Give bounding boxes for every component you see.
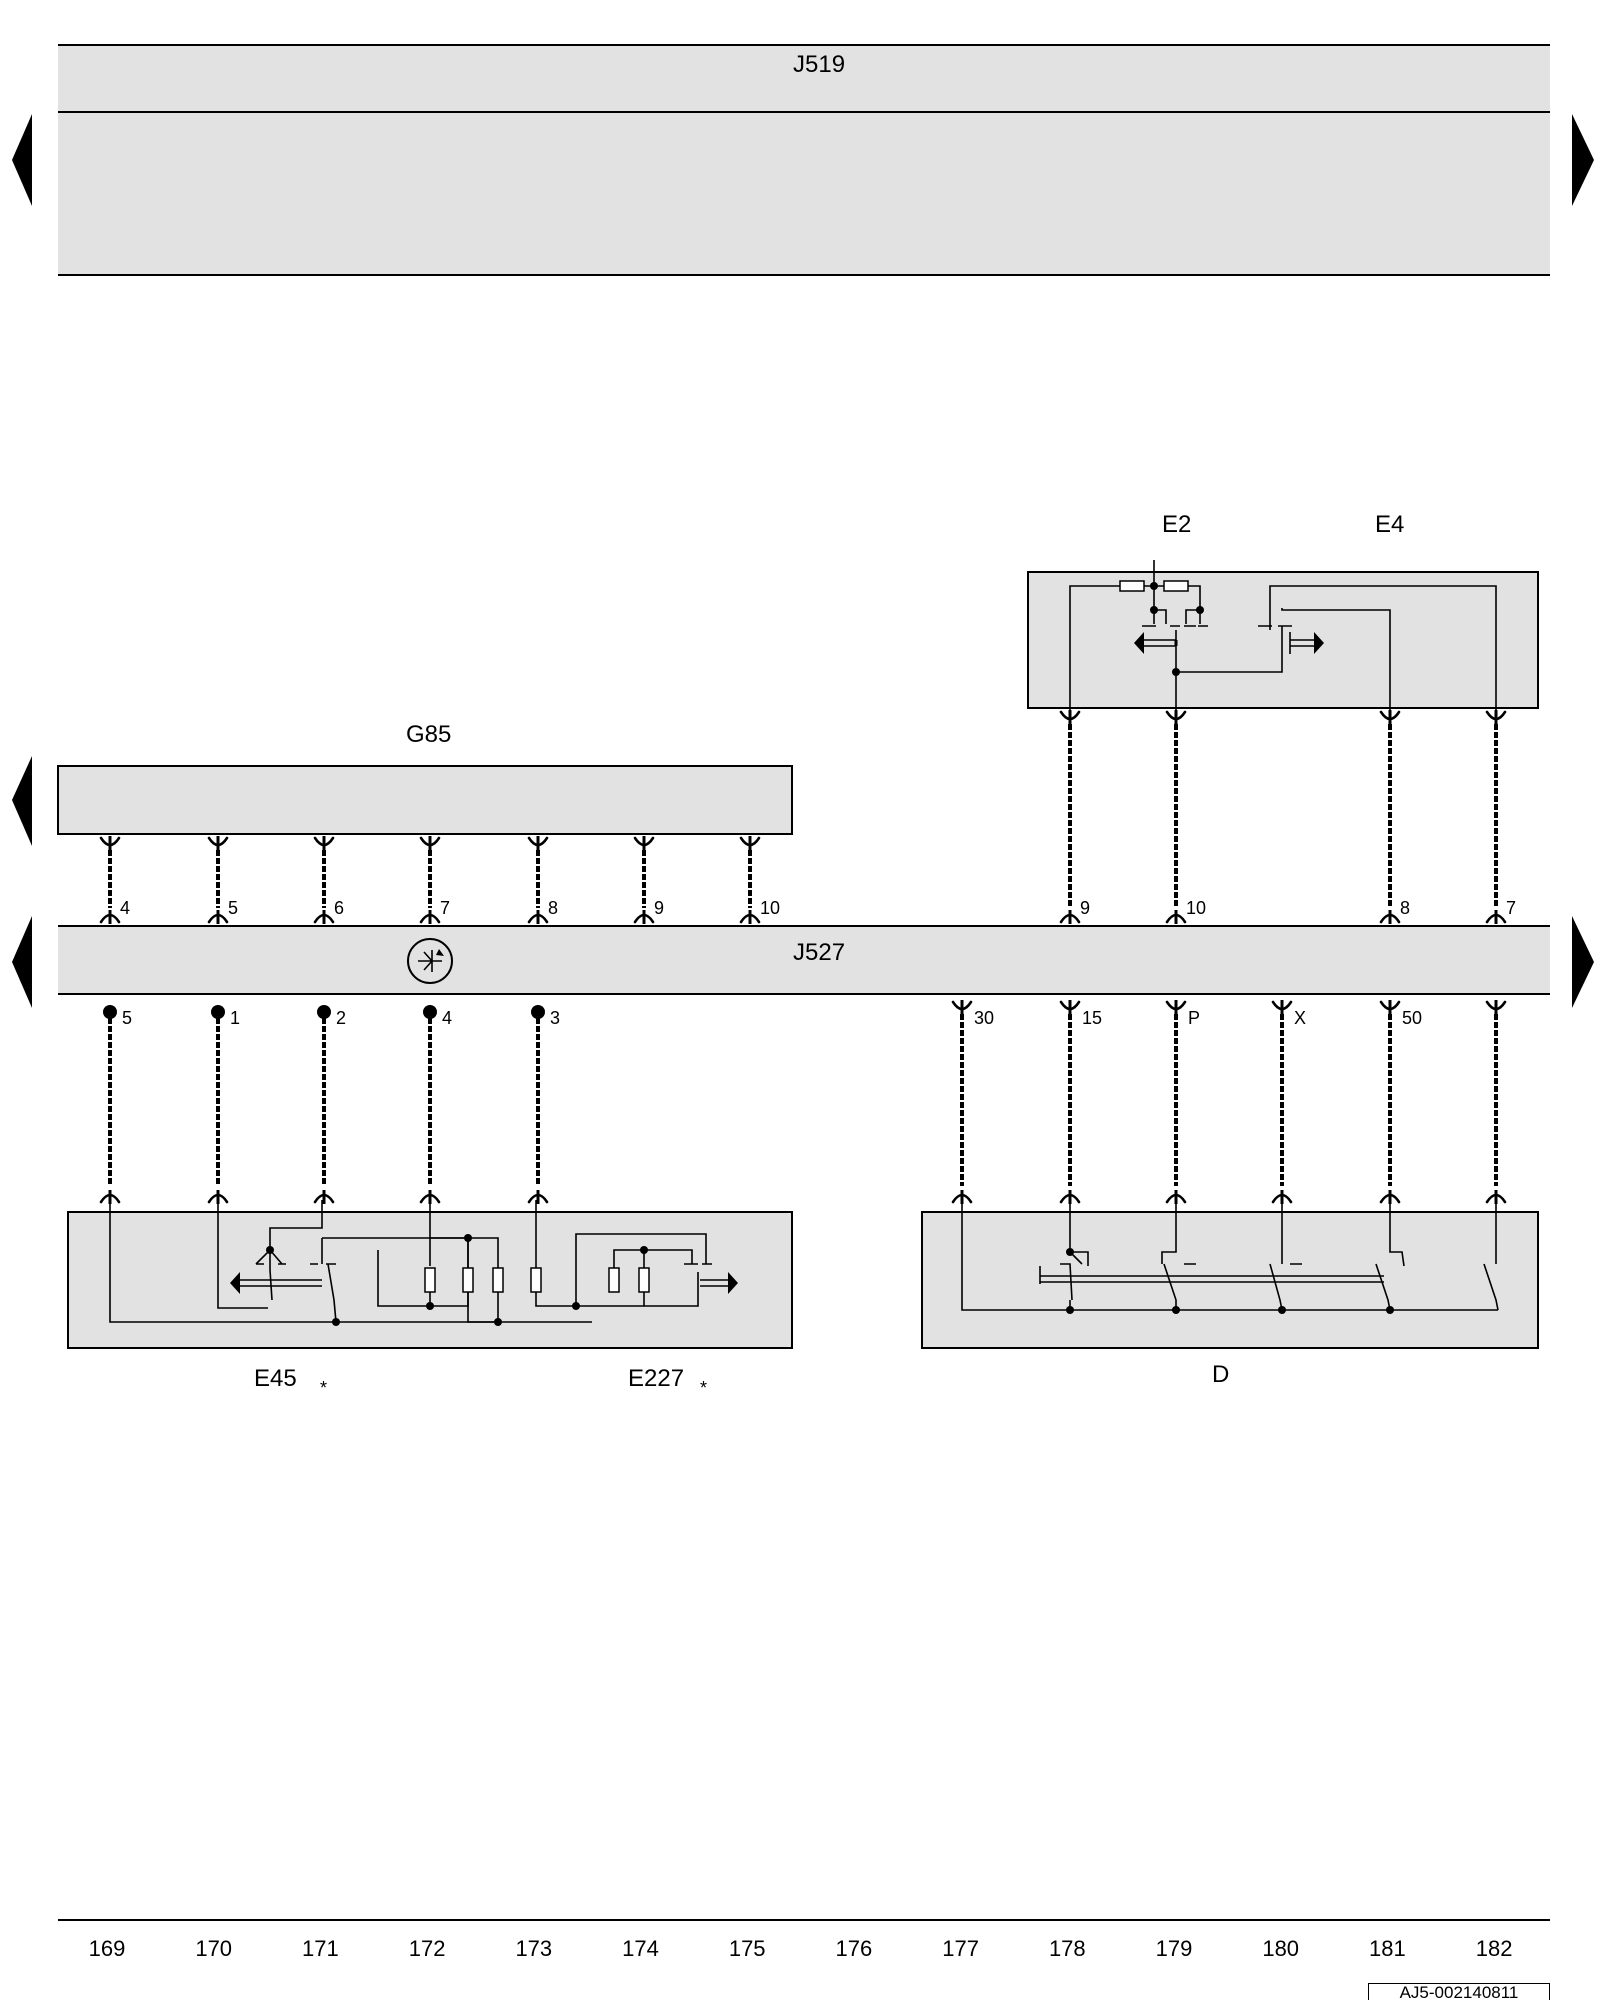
footer-column-178: 178 [1048,1936,1086,1961]
footer-column-182: 182 [1475,1936,1513,1961]
d-label: D [1212,1361,1230,1388]
j527-terminal-dot-3 [423,1005,437,1019]
footer-column-169: 169 [88,1936,126,1961]
j519-label: J519 [793,51,846,78]
footer-column-170: 170 [195,1936,233,1961]
j527-pin-label-top-0: 4 [120,898,131,918]
j527-pin-label-bottom-right-4: 50 [1402,1008,1423,1028]
footer-column-175: 175 [728,1936,766,1961]
j527-pin-label-top-right-3: 7 [1506,898,1517,918]
j527-terminal-dot-4 [531,1005,545,1019]
j527-terminal-dot-0 [103,1005,117,1019]
e227-label: E227 [628,1365,685,1392]
e45-asterisk: * [320,1378,328,1398]
j527-label: J527 [793,939,846,966]
j527-pin-label-bottom-right-0: 30 [974,1008,995,1028]
j527-pin-label-top-5: 9 [654,898,665,918]
diagram-reference-code: AJ5-002140811 [1368,1983,1550,2000]
footer-column-176: 176 [835,1936,873,1961]
j527-pin-label-bottom-right-2: P [1188,1008,1201,1028]
footer-column-179: 179 [1155,1936,1193,1961]
footer-column-171: 171 [302,1936,339,1961]
j527-pin-label-top-2: 6 [334,898,345,918]
prev-page-arrow-j527[interactable] [12,916,32,1008]
j527-pin-label-bottom-left-3: 4 [442,1008,453,1028]
e4-label: E4 [1375,511,1405,538]
prev-page-arrow-top[interactable] [12,114,32,206]
g85-label: G85 [406,721,452,748]
j527-pin-label-bottom-right-3: X [1294,1008,1307,1028]
j527-pin-label-top-right-0: 9 [1080,898,1091,918]
prev-page-arrow-g85[interactable] [12,756,32,846]
e45-e227-switch-assembly [68,1200,792,1398]
j519-control-unit [58,45,1550,275]
footer-column-177: 177 [942,1936,979,1961]
j527-pin-label-top-6: 10 [760,898,781,918]
e2-e4-switch-assembly [1028,511,1538,712]
next-page-arrow-j527[interactable] [1572,916,1594,1008]
e2-label: E2 [1162,511,1192,538]
j527-control-unit [58,926,1550,994]
next-page-arrow-top[interactable] [1572,114,1594,206]
footer-column-172: 172 [408,1936,446,1961]
j527-pin-label-bottom-left-4: 3 [550,1008,561,1028]
footer-column-181: 181 [1369,1936,1406,1961]
footer-column-numbers [89,1936,1513,1961]
j527-pin-label-bottom-left-1: 1 [230,1008,241,1028]
j527-pin-label-top-right-1: 10 [1186,898,1207,918]
footer-column-173: 173 [515,1936,553,1961]
j527-pin-label-top-1: 5 [228,898,239,918]
footer-column-174: 174 [622,1936,659,1961]
e45-label: E45 [254,1365,297,1392]
j527-pin-label-bottom-left-2: 2 [336,1008,347,1028]
j527-pin-label-top-right-2: 8 [1400,898,1411,918]
g85-sensor [58,721,792,834]
e227-asterisk: * [700,1378,708,1398]
j527-terminal-dot-1 [211,1005,225,1019]
j527-pin-label-top-3: 7 [440,898,451,918]
j527-pin-label-top-4: 8 [548,898,559,918]
d-ignition-switch [922,1200,1538,1388]
footer-column-180: 180 [1262,1936,1300,1961]
j527-terminal-dot-2 [317,1005,331,1019]
j527-pin-label-bottom-left-0: 5 [122,1008,133,1028]
j527-pin-label-bottom-right-1: 15 [1082,1008,1103,1028]
